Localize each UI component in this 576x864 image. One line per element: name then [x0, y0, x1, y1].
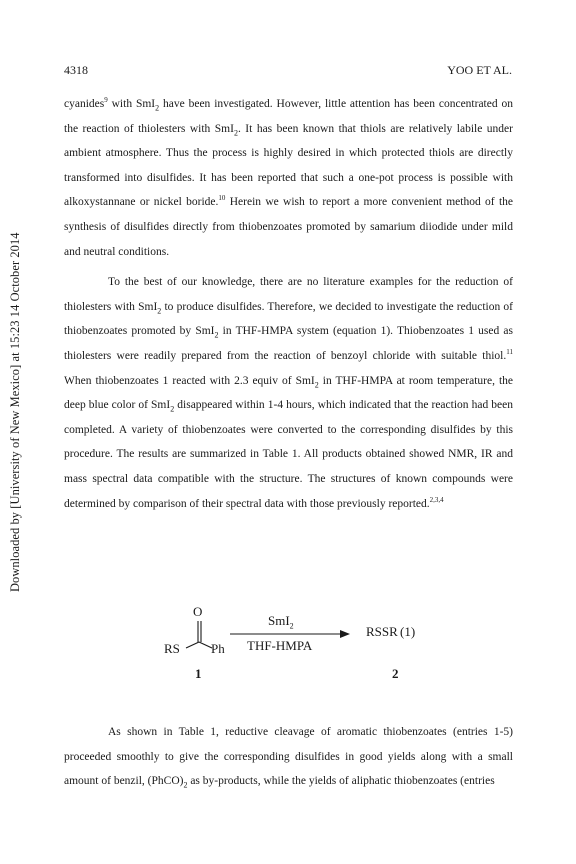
body-text [64, 92, 513, 516]
compound-1-label: 1 [195, 666, 202, 681]
carbonyl-oxygen: O [193, 604, 203, 619]
arrow-head-icon [340, 630, 350, 638]
solvent-label: THF-HMPA [247, 638, 313, 653]
download-watermark: Downloaded by [University of New Mexico] at 15:23 14 October 2014 [8, 232, 22, 592]
phenyl-group: Ph [211, 641, 225, 656]
reagent-label: SmI$_2$ [268, 613, 294, 631]
reaction-scheme [150, 600, 450, 690]
product-label: RSSR [366, 624, 398, 639]
s-c-bond [186, 642, 199, 648]
body-text-continued [64, 720, 513, 794]
compound-2-label: 2 [392, 666, 399, 681]
paragraph-2: To the best of our knowledge, there are no literature examples for the reduction of thiolesters with SmI$_2$ to produce disulfides. Therefore, we decided to investigate the reduction of thiobenzoates promoted by SmI$_2$ in THF-HMPA system (equation 1). Thiobenzoates 1 used as thiolesters were readily prepared from the reaction of benzoyl chloride with suitable thiol.$^{11}$ When thiobenzoates 1 reacted with 2.3 equiv of SmI$_2$ in THF-HMPA at room temperature, the deep blue color of SmI$_2$ disappeared within 1-4 hours, which indicated that the reaction had been completed. A variety of thiobenzoates were converted to the corresponding disulfides by this procedure. The results are summarized in Table 1. All products obtained showed NMR, IR and mass spectral data compatible with the structure. The structures of known compounds were determined by comparison of their spectral data with those previously reported.$^{2,3,4}$ [64, 276, 513, 510]
equation-number: (1) [400, 624, 416, 639]
rs-group: RS [164, 641, 180, 656]
paragraph-1: cyanides$^9$ with SmI$_2$ have been investigated. However, little attention has been concentrated on the reaction of thiolesters with SmI$_2$. It has been known that thiols are relatively labile under ambient atmosphere. Thus the process is highly desired in which protected thiols are directly transformed into disulfides. It has been reported that such a one-pot process is possible with alkoxystannane or nickel boride.$^{10}$ Herein we wish to report a more convenient method of the synthesis of disulfides directly from thiobenzoates promoted by samarium diiodide under mild and neutral conditions. [64, 96, 513, 258]
running-authors: YOO ET AL. [447, 63, 512, 77]
page-number: 4318 [64, 63, 88, 77]
paragraph-3: As shown in Table 1, reductive cleavage of aromatic thiobenzoates (entries 1-5) proceeded smoothly to give the corresponding disulfides in good yields along with a small amount of benzil, $(PhCO)_2$ as by-products, while the yields of aliphatic thiobenzoates (entries [64, 726, 513, 790]
